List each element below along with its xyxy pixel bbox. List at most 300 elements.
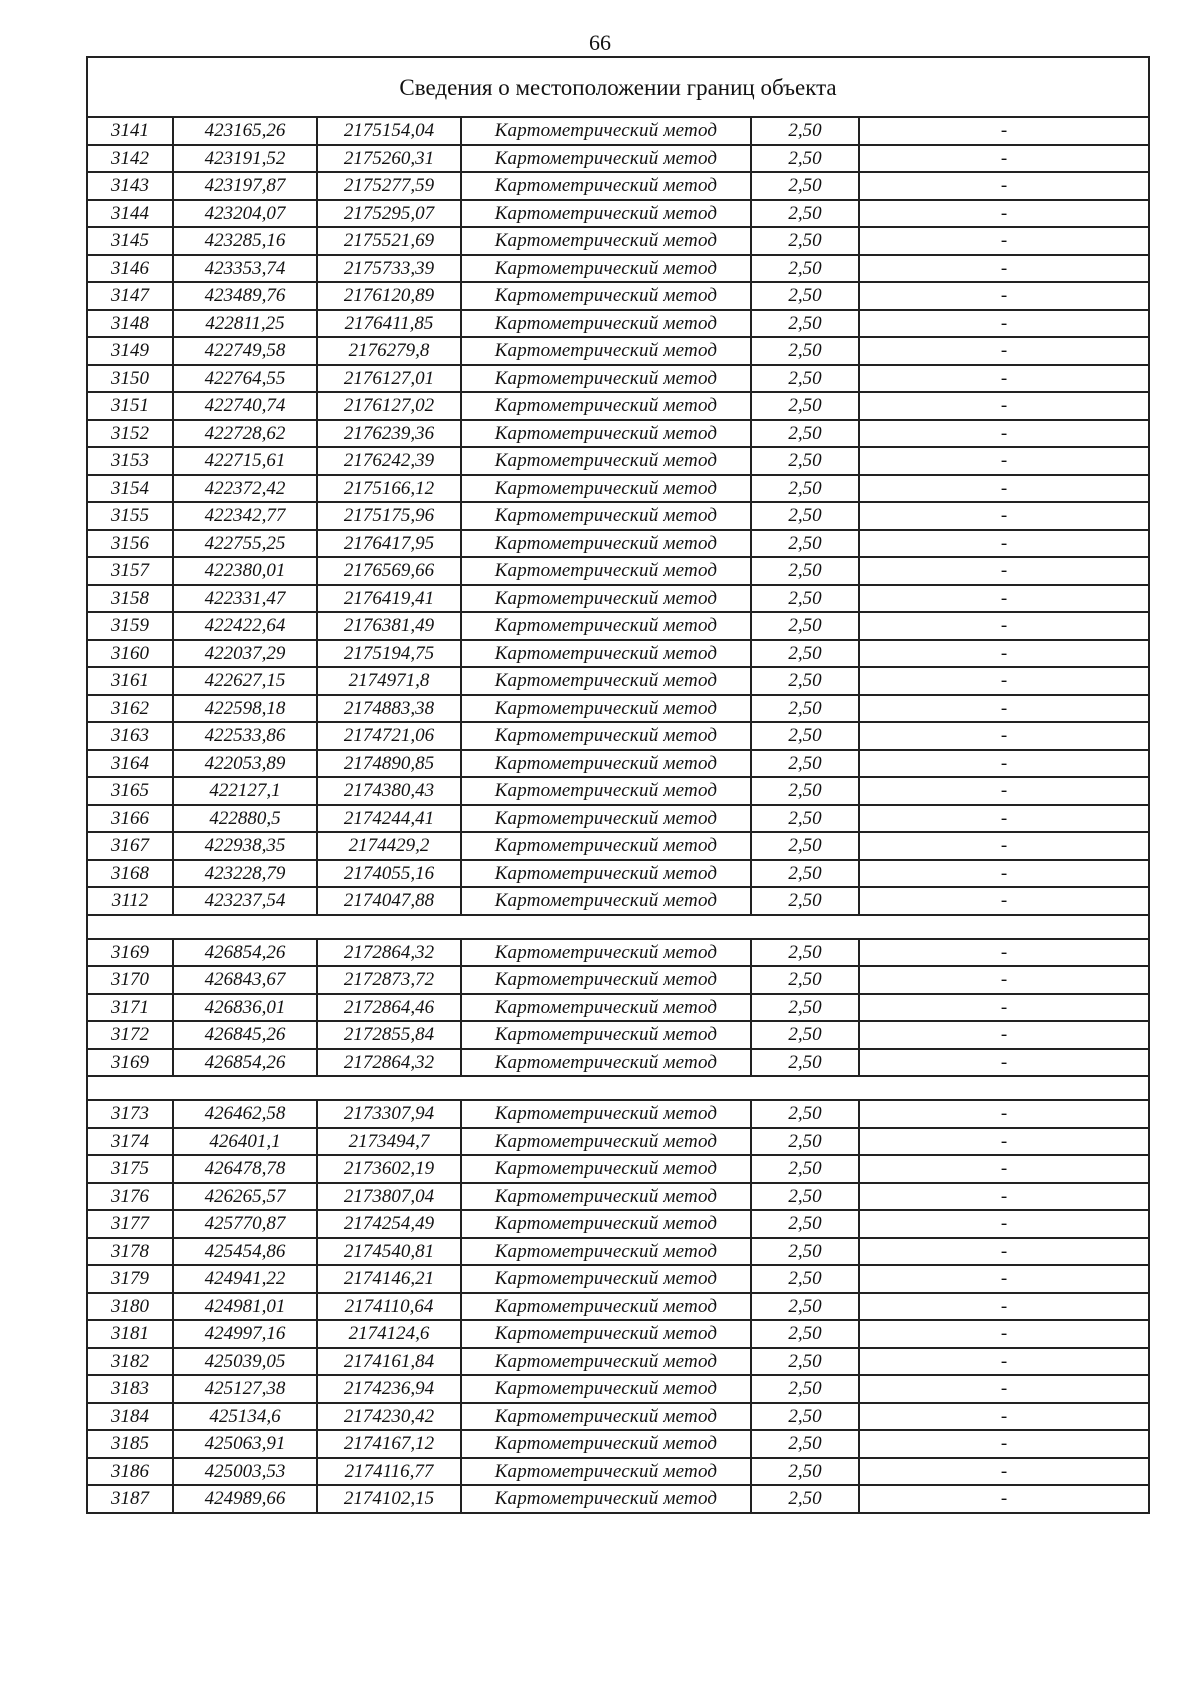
table-row: [87, 1375, 1149, 1403]
y-coordinate-cell: 2174883,38: [317, 695, 461, 723]
point-number-cell: 3161: [87, 667, 173, 695]
method-cell: Картометрический метод: [461, 475, 751, 503]
point-number-cell: 3147: [87, 282, 173, 310]
table-row: [87, 530, 1149, 558]
point-number-cell: 3166: [87, 805, 173, 833]
description-cell: -: [859, 530, 1149, 558]
table-row: [87, 172, 1149, 200]
description-cell: -: [859, 1100, 1149, 1128]
point-number-cell: 3186: [87, 1458, 173, 1486]
x-coordinate-cell: 422938,35: [173, 832, 317, 860]
x-coordinate-cell: 424941,22: [173, 1265, 317, 1293]
description-cell: -: [859, 1375, 1149, 1403]
point-number-cell: 3174: [87, 1128, 173, 1156]
x-coordinate-cell: 426836,01: [173, 994, 317, 1022]
method-cell: Картометрический метод: [461, 557, 751, 585]
y-coordinate-cell: 2175154,04: [317, 117, 461, 145]
x-coordinate-cell: 423204,07: [173, 200, 317, 228]
y-coordinate-cell: 2176242,39: [317, 447, 461, 475]
table-row: [87, 145, 1149, 173]
accuracy-cell: 2,50: [751, 117, 859, 145]
x-coordinate-cell: 426462,58: [173, 1100, 317, 1128]
description-cell: -: [859, 1430, 1149, 1458]
x-coordinate-cell: 422755,25: [173, 530, 317, 558]
x-coordinate-cell: 422715,61: [173, 447, 317, 475]
table-row: [87, 640, 1149, 668]
description-cell: -: [859, 337, 1149, 365]
description-cell: -: [859, 640, 1149, 668]
y-coordinate-cell: 2175260,31: [317, 145, 461, 173]
method-cell: Картометрический метод: [461, 750, 751, 778]
description-cell: -: [859, 282, 1149, 310]
point-number-cell: 3175: [87, 1155, 173, 1183]
description-cell: -: [859, 1265, 1149, 1293]
accuracy-cell: 2,50: [751, 475, 859, 503]
y-coordinate-cell: 2174236,94: [317, 1375, 461, 1403]
x-coordinate-cell: 422331,47: [173, 585, 317, 613]
x-coordinate-cell: 424997,16: [173, 1320, 317, 1348]
method-cell: Картометрический метод: [461, 1485, 751, 1513]
accuracy-cell: 2,50: [751, 667, 859, 695]
table-row: [87, 1265, 1149, 1293]
x-coordinate-cell: 425039,05: [173, 1348, 317, 1376]
description-cell: -: [859, 447, 1149, 475]
y-coordinate-cell: 2174429,2: [317, 832, 461, 860]
group-separator-row: [87, 915, 1149, 939]
method-cell: Картометрический метод: [461, 887, 751, 915]
accuracy-cell: 2,50: [751, 365, 859, 393]
y-coordinate-cell: 2176419,41: [317, 585, 461, 613]
y-coordinate-cell: 2174230,42: [317, 1403, 461, 1431]
method-cell: Картометрический метод: [461, 640, 751, 668]
y-coordinate-cell: 2174540,81: [317, 1238, 461, 1266]
table-row: [87, 1458, 1149, 1486]
method-cell: Картометрический метод: [461, 1049, 751, 1077]
description-cell: -: [859, 750, 1149, 778]
x-coordinate-cell: 423489,76: [173, 282, 317, 310]
description-cell: -: [859, 1403, 1149, 1431]
point-number-cell: 3148: [87, 310, 173, 338]
point-number-cell: 3181: [87, 1320, 173, 1348]
description-cell: -: [859, 475, 1149, 503]
method-cell: Картометрический метод: [461, 337, 751, 365]
accuracy-cell: 2,50: [751, 282, 859, 310]
description-cell: -: [859, 365, 1149, 393]
accuracy-cell: 2,50: [751, 447, 859, 475]
accuracy-cell: 2,50: [751, 145, 859, 173]
method-cell: Картометрический метод: [461, 392, 751, 420]
y-coordinate-cell: 2176239,36: [317, 420, 461, 448]
y-coordinate-cell: 2174971,8: [317, 667, 461, 695]
point-number-cell: 3112: [87, 887, 173, 915]
table-row: [87, 117, 1149, 145]
method-cell: Картометрический метод: [461, 172, 751, 200]
accuracy-cell: 2,50: [751, 777, 859, 805]
table-row: [87, 585, 1149, 613]
point-number-cell: 3164: [87, 750, 173, 778]
point-number-cell: 3157: [87, 557, 173, 585]
method-cell: Картометрический метод: [461, 1100, 751, 1128]
y-coordinate-cell: 2174102,15: [317, 1485, 461, 1513]
point-number-cell: 3185: [87, 1430, 173, 1458]
x-coordinate-cell: 423353,74: [173, 255, 317, 283]
x-coordinate-cell: 426478,78: [173, 1155, 317, 1183]
accuracy-cell: 2,50: [751, 337, 859, 365]
table-row: [87, 255, 1149, 283]
accuracy-cell: 2,50: [751, 530, 859, 558]
accuracy-cell: 2,50: [751, 1375, 859, 1403]
point-number-cell: 3149: [87, 337, 173, 365]
table-row: [87, 365, 1149, 393]
x-coordinate-cell: 425063,91: [173, 1430, 317, 1458]
table-row: [87, 939, 1149, 967]
method-cell: Картометрический метод: [461, 1430, 751, 1458]
point-number-cell: 3158: [87, 585, 173, 613]
description-cell: -: [859, 612, 1149, 640]
boundary-coordinates-table: [86, 56, 1150, 1514]
y-coordinate-cell: 2172873,72: [317, 966, 461, 994]
method-cell: Картометрический метод: [461, 255, 751, 283]
table-row: [87, 887, 1149, 915]
method-cell: Картометрический метод: [461, 1348, 751, 1376]
method-cell: Картометрический метод: [461, 1183, 751, 1211]
description-cell: -: [859, 117, 1149, 145]
method-cell: Картометрический метод: [461, 585, 751, 613]
y-coordinate-cell: 2175194,75: [317, 640, 461, 668]
table-row: [87, 667, 1149, 695]
accuracy-cell: 2,50: [751, 227, 859, 255]
table-row: [87, 200, 1149, 228]
description-cell: -: [859, 1021, 1149, 1049]
y-coordinate-cell: 2172864,46: [317, 994, 461, 1022]
method-cell: Картометрический метод: [461, 420, 751, 448]
point-number-cell: 3187: [87, 1485, 173, 1513]
method-cell: Картометрический метод: [461, 310, 751, 338]
method-cell: Картометрический метод: [461, 1265, 751, 1293]
point-number-cell: 3169: [87, 939, 173, 967]
table-row: [87, 475, 1149, 503]
table-row: [87, 1049, 1149, 1077]
table-row: [87, 1183, 1149, 1211]
page-number: 66: [589, 30, 611, 55]
y-coordinate-cell: 2176411,85: [317, 310, 461, 338]
method-cell: Картометрический метод: [461, 1458, 751, 1486]
y-coordinate-cell: 2176417,95: [317, 530, 461, 558]
x-coordinate-cell: 422749,58: [173, 337, 317, 365]
x-coordinate-cell: 425770,87: [173, 1210, 317, 1238]
description-cell: -: [859, 227, 1149, 255]
x-coordinate-cell: 423228,79: [173, 860, 317, 888]
y-coordinate-cell: 2172864,32: [317, 939, 461, 967]
point-number-cell: 3170: [87, 966, 173, 994]
y-coordinate-cell: 2174124,6: [317, 1320, 461, 1348]
accuracy-cell: 2,50: [751, 1320, 859, 1348]
x-coordinate-cell: 423197,87: [173, 172, 317, 200]
table-row: [87, 420, 1149, 448]
table-row: [87, 1100, 1149, 1128]
description-cell: -: [859, 994, 1149, 1022]
table-row: [87, 1348, 1149, 1376]
x-coordinate-cell: 425003,53: [173, 1458, 317, 1486]
method-cell: Картометрический метод: [461, 502, 751, 530]
y-coordinate-cell: 2176127,01: [317, 365, 461, 393]
description-cell: -: [859, 1238, 1149, 1266]
method-cell: Картометрический метод: [461, 994, 751, 1022]
x-coordinate-cell: 422053,89: [173, 750, 317, 778]
x-coordinate-cell: 422728,62: [173, 420, 317, 448]
description-cell: -: [859, 667, 1149, 695]
description-cell: -: [859, 310, 1149, 338]
accuracy-cell: 2,50: [751, 640, 859, 668]
method-cell: Картометрический метод: [461, 145, 751, 173]
accuracy-cell: 2,50: [751, 172, 859, 200]
x-coordinate-cell: 426265,57: [173, 1183, 317, 1211]
method-cell: Картометрический метод: [461, 530, 751, 558]
description-cell: -: [859, 502, 1149, 530]
x-coordinate-cell: 422627,15: [173, 667, 317, 695]
x-coordinate-cell: 426854,26: [173, 1049, 317, 1077]
x-coordinate-cell: 426854,26: [173, 939, 317, 967]
accuracy-cell: 2,50: [751, 255, 859, 283]
table-row: [87, 860, 1149, 888]
x-coordinate-cell: 423165,26: [173, 117, 317, 145]
description-cell: -: [859, 966, 1149, 994]
method-cell: Картометрический метод: [461, 832, 751, 860]
table-row: [87, 1430, 1149, 1458]
description-cell: -: [859, 832, 1149, 860]
table-row: [87, 1293, 1149, 1321]
point-number-cell: 3153: [87, 447, 173, 475]
table-row: [87, 994, 1149, 1022]
y-coordinate-cell: 2174055,16: [317, 860, 461, 888]
method-cell: Картометрический метод: [461, 1403, 751, 1431]
table-row: [87, 282, 1149, 310]
method-cell: Картометрический метод: [461, 695, 751, 723]
method-cell: Картометрический метод: [461, 1320, 751, 1348]
table-row: [87, 1320, 1149, 1348]
table-row: [87, 1155, 1149, 1183]
point-number-cell: 3146: [87, 255, 173, 283]
point-number-cell: 3167: [87, 832, 173, 860]
accuracy-cell: 2,50: [751, 1485, 859, 1513]
description-cell: -: [859, 1348, 1149, 1376]
table-row: [87, 750, 1149, 778]
accuracy-cell: 2,50: [751, 557, 859, 585]
x-coordinate-cell: 422342,77: [173, 502, 317, 530]
accuracy-cell: 2,50: [751, 939, 859, 967]
x-coordinate-cell: 424981,01: [173, 1293, 317, 1321]
method-cell: Картометрический метод: [461, 365, 751, 393]
y-coordinate-cell: 2175733,39: [317, 255, 461, 283]
x-coordinate-cell: 423191,52: [173, 145, 317, 173]
x-coordinate-cell: 424989,66: [173, 1485, 317, 1513]
table-row: [87, 1238, 1149, 1266]
point-number-cell: 3143: [87, 172, 173, 200]
x-coordinate-cell: 422811,25: [173, 310, 317, 338]
method-cell: Картометрический метод: [461, 1210, 751, 1238]
description-cell: -: [859, 1183, 1149, 1211]
y-coordinate-cell: 2174244,41: [317, 805, 461, 833]
point-number-cell: 3144: [87, 200, 173, 228]
y-coordinate-cell: 2174890,85: [317, 750, 461, 778]
description-cell: -: [859, 1210, 1149, 1238]
description-cell: -: [859, 145, 1149, 173]
point-number-cell: 3176: [87, 1183, 173, 1211]
table-body: [87, 57, 1149, 1513]
table-row: [87, 777, 1149, 805]
method-cell: Картометрический метод: [461, 966, 751, 994]
point-number-cell: 3162: [87, 695, 173, 723]
method-cell: Картометрический метод: [461, 1155, 751, 1183]
y-coordinate-cell: 2175521,69: [317, 227, 461, 255]
table-row: [87, 695, 1149, 723]
description-cell: -: [859, 1320, 1149, 1348]
description-cell: -: [859, 420, 1149, 448]
y-coordinate-cell: 2172855,84: [317, 1021, 461, 1049]
table-row: [87, 310, 1149, 338]
accuracy-cell: 2,50: [751, 1348, 859, 1376]
x-coordinate-cell: 425134,6: [173, 1403, 317, 1431]
description-cell: -: [859, 200, 1149, 228]
x-coordinate-cell: 422037,29: [173, 640, 317, 668]
method-cell: Картометрический метод: [461, 777, 751, 805]
point-number-cell: 3151: [87, 392, 173, 420]
description-cell: -: [859, 1049, 1149, 1077]
method-cell: Картометрический метод: [461, 612, 751, 640]
point-number-cell: 3182: [87, 1348, 173, 1376]
table-row: [87, 832, 1149, 860]
accuracy-cell: 2,50: [751, 805, 859, 833]
description-cell: -: [859, 722, 1149, 750]
point-number-cell: 3155: [87, 502, 173, 530]
x-coordinate-cell: 422127,1: [173, 777, 317, 805]
point-number-cell: 3178: [87, 1238, 173, 1266]
point-number-cell: 3142: [87, 145, 173, 173]
x-coordinate-cell: 422764,55: [173, 365, 317, 393]
description-cell: -: [859, 1155, 1149, 1183]
y-coordinate-cell: 2174110,64: [317, 1293, 461, 1321]
accuracy-cell: 2,50: [751, 1183, 859, 1211]
x-coordinate-cell: 426845,26: [173, 1021, 317, 1049]
table-row: [87, 557, 1149, 585]
y-coordinate-cell: 2174146,21: [317, 1265, 461, 1293]
point-number-cell: 3179: [87, 1265, 173, 1293]
description-cell: -: [859, 860, 1149, 888]
y-coordinate-cell: 2173807,04: [317, 1183, 461, 1211]
point-number-cell: 3141: [87, 117, 173, 145]
accuracy-cell: 2,50: [751, 1100, 859, 1128]
table-row: [87, 447, 1149, 475]
point-number-cell: 3183: [87, 1375, 173, 1403]
accuracy-cell: 2,50: [751, 1128, 859, 1156]
y-coordinate-cell: 2176279,8: [317, 337, 461, 365]
group-separator: [87, 915, 1149, 939]
description-cell: -: [859, 1458, 1149, 1486]
accuracy-cell: 2,50: [751, 502, 859, 530]
y-coordinate-cell: 2174254,49: [317, 1210, 461, 1238]
accuracy-cell: 2,50: [751, 420, 859, 448]
y-coordinate-cell: 2174116,77: [317, 1458, 461, 1486]
y-coordinate-cell: 2173494,7: [317, 1128, 461, 1156]
point-number-cell: 3173: [87, 1100, 173, 1128]
y-coordinate-cell: 2175277,59: [317, 172, 461, 200]
description-cell: -: [859, 557, 1149, 585]
accuracy-cell: 2,50: [751, 1049, 859, 1077]
description-cell: -: [859, 695, 1149, 723]
table-row: [87, 1128, 1149, 1156]
description-cell: -: [859, 805, 1149, 833]
accuracy-cell: 2,50: [751, 200, 859, 228]
accuracy-cell: 2,50: [751, 860, 859, 888]
accuracy-cell: 2,50: [751, 1403, 859, 1431]
y-coordinate-cell: 2174721,06: [317, 722, 461, 750]
x-coordinate-cell: 422422,64: [173, 612, 317, 640]
point-number-cell: 3171: [87, 994, 173, 1022]
point-number-cell: 3152: [87, 420, 173, 448]
table-row: [87, 392, 1149, 420]
description-cell: -: [859, 585, 1149, 613]
table-row: [87, 502, 1149, 530]
method-cell: Картометрический метод: [461, 1375, 751, 1403]
description-cell: -: [859, 777, 1149, 805]
x-coordinate-cell: 423285,16: [173, 227, 317, 255]
y-coordinate-cell: 2175175,96: [317, 502, 461, 530]
y-coordinate-cell: 2173602,19: [317, 1155, 461, 1183]
table-row: [87, 1485, 1149, 1513]
method-cell: Картометрический метод: [461, 939, 751, 967]
point-number-cell: 3150: [87, 365, 173, 393]
table-row: [87, 1210, 1149, 1238]
description-cell: -: [859, 1293, 1149, 1321]
table-row: [87, 1021, 1149, 1049]
x-coordinate-cell: 425454,86: [173, 1238, 317, 1266]
group-separator-row: [87, 1076, 1149, 1100]
description-cell: -: [859, 1485, 1149, 1513]
method-cell: Картометрический метод: [461, 805, 751, 833]
method-cell: Картометрический метод: [461, 667, 751, 695]
x-coordinate-cell: 426401,1: [173, 1128, 317, 1156]
accuracy-cell: 2,50: [751, 722, 859, 750]
point-number-cell: 3184: [87, 1403, 173, 1431]
point-number-cell: 3160: [87, 640, 173, 668]
method-cell: Картометрический метод: [461, 860, 751, 888]
table-title-row: [87, 57, 1149, 117]
accuracy-cell: 2,50: [751, 1430, 859, 1458]
accuracy-cell: 2,50: [751, 392, 859, 420]
y-coordinate-cell: 2175295,07: [317, 200, 461, 228]
x-coordinate-cell: 422372,42: [173, 475, 317, 503]
accuracy-cell: 2,50: [751, 695, 859, 723]
group-separator: [87, 1076, 1149, 1100]
accuracy-cell: 2,50: [751, 1458, 859, 1486]
x-coordinate-cell: 422380,01: [173, 557, 317, 585]
accuracy-cell: 2,50: [751, 1210, 859, 1238]
point-number-cell: 3177: [87, 1210, 173, 1238]
x-coordinate-cell: 422880,5: [173, 805, 317, 833]
point-number-cell: 3154: [87, 475, 173, 503]
accuracy-cell: 2,50: [751, 1293, 859, 1321]
method-cell: Картометрический метод: [461, 1293, 751, 1321]
accuracy-cell: 2,50: [751, 1238, 859, 1266]
y-coordinate-cell: 2172864,32: [317, 1049, 461, 1077]
method-cell: Картометрический метод: [461, 227, 751, 255]
point-number-cell: 3159: [87, 612, 173, 640]
y-coordinate-cell: 2175166,12: [317, 475, 461, 503]
y-coordinate-cell: 2174167,12: [317, 1430, 461, 1458]
y-coordinate-cell: 2173307,94: [317, 1100, 461, 1128]
y-coordinate-cell: 2174047,88: [317, 887, 461, 915]
method-cell: Картометрический метод: [461, 117, 751, 145]
